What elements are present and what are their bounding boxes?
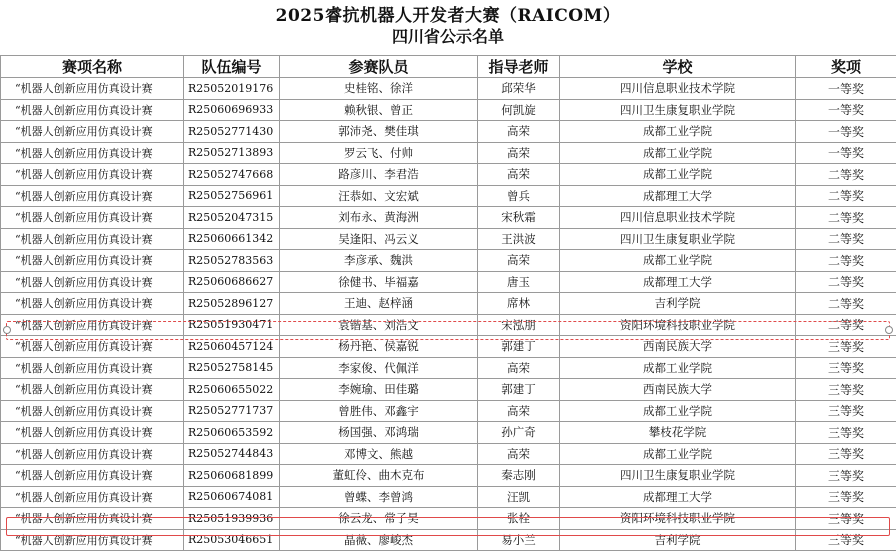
school-cell: 吉利学院 xyxy=(560,529,796,551)
advisor-cell: 孙广奇 xyxy=(478,422,560,444)
award-cell: 二等奖 xyxy=(796,271,896,293)
award-cell: 二等奖 xyxy=(796,293,896,315)
advisor-cell: 王洪波 xyxy=(478,228,560,250)
members-cell: 李彦承、魏洪 xyxy=(280,250,478,272)
school-cell: 西南民族大学 xyxy=(560,336,796,358)
header-advisor: 指导老师 xyxy=(478,56,560,78)
members-cell: 刘布永、黄海洲 xyxy=(280,207,478,229)
event-cell: “机器人创新应用仿真设计赛 xyxy=(1,314,184,336)
advisor-cell: 易小兰 xyxy=(478,529,560,551)
table-row xyxy=(1,185,896,207)
award-cell: 三等奖 xyxy=(796,336,896,358)
members-cell: 史桂铭、徐洋 xyxy=(280,78,478,100)
members-cell: 路彦川、李君浩 xyxy=(280,164,478,186)
table-row xyxy=(1,336,896,358)
event-cell: “机器人创新应用仿真设计赛 xyxy=(1,465,184,487)
selection-handle-right[interactable] xyxy=(885,326,893,334)
award-cell: 二等奖 xyxy=(796,250,896,272)
team-id-cell: R25052756961 xyxy=(184,185,280,207)
table-row xyxy=(1,78,896,100)
school-cell: 成都工业学院 xyxy=(560,357,796,379)
event-cell: “机器人创新应用仿真设计赛 xyxy=(1,443,184,465)
team-id-cell: R25060653592 xyxy=(184,422,280,444)
table-row xyxy=(1,207,896,229)
advisor-cell: 席林 xyxy=(478,293,560,315)
advisor-cell: 郭建丁 xyxy=(478,379,560,401)
school-cell: 成都工业学院 xyxy=(560,400,796,422)
table-row xyxy=(1,529,896,551)
header-school: 学校 xyxy=(560,56,796,78)
event-cell: “机器人创新应用仿真设计赛 xyxy=(1,142,184,164)
team-id-cell: R25052771430 xyxy=(184,121,280,143)
advisor-cell: 高荣 xyxy=(478,121,560,143)
members-cell: 徐云龙、常子昊 xyxy=(280,508,478,530)
members-cell: 李家俊、代佩洋 xyxy=(280,357,478,379)
school-cell: 四川信息职业技术学院 xyxy=(560,207,796,229)
members-cell: 袁锴基、刘浩文 xyxy=(280,314,478,336)
table-row xyxy=(1,486,896,508)
table-row xyxy=(1,228,896,250)
award-cell: 二等奖 xyxy=(796,207,896,229)
team-id-cell: R25052783563 xyxy=(184,250,280,272)
advisor-cell: 曾兵 xyxy=(478,185,560,207)
event-cell: “机器人创新应用仿真设计赛 xyxy=(1,529,184,551)
table-row xyxy=(1,121,896,143)
award-cell: 三等奖 xyxy=(796,357,896,379)
team-id-cell: R25052747668 xyxy=(184,164,280,186)
advisor-cell: 秦志刚 xyxy=(478,465,560,487)
school-cell: 成都理工大学 xyxy=(560,185,796,207)
header-award: 奖项 xyxy=(796,56,896,78)
event-cell: “机器人创新应用仿真设计赛 xyxy=(1,99,184,121)
team-id-cell: R25060674081 xyxy=(184,486,280,508)
award-cell: 三等奖 xyxy=(796,486,896,508)
table-row xyxy=(1,293,896,315)
members-cell: 晶薇、廖峻杰 xyxy=(280,529,478,551)
event-cell: “机器人创新应用仿真设计赛 xyxy=(1,78,184,100)
award-cell: 一等奖 xyxy=(796,142,896,164)
team-id-cell: R25053046651 xyxy=(184,529,280,551)
table-body xyxy=(1,78,896,551)
members-cell: 曾胜伟、邓鑫宇 xyxy=(280,400,478,422)
award-cell: 三等奖 xyxy=(796,443,896,465)
members-cell: 罗云飞、付帅 xyxy=(280,142,478,164)
members-cell: 李婉瑜、田佳璐 xyxy=(280,379,478,401)
members-cell: 董虹伶、曲木克布 xyxy=(280,465,478,487)
event-cell: “机器人创新应用仿真设计赛 xyxy=(1,121,184,143)
school-cell: 成都工业学院 xyxy=(560,142,796,164)
event-cell: “机器人创新应用仿真设计赛 xyxy=(1,293,184,315)
table-row xyxy=(1,400,896,422)
award-cell: 三等奖 xyxy=(796,508,896,530)
table-row xyxy=(1,99,896,121)
school-cell: 西南民族大学 xyxy=(560,379,796,401)
award-cell: 三等奖 xyxy=(796,465,896,487)
members-cell: 吴逢阳、冯云义 xyxy=(280,228,478,250)
table-row xyxy=(1,357,896,379)
school-cell: 吉利学院 xyxy=(560,293,796,315)
award-cell: 三等奖 xyxy=(796,422,896,444)
advisor-cell: 郭建丁 xyxy=(478,336,560,358)
table-row xyxy=(1,379,896,401)
event-cell: “机器人创新应用仿真设计赛 xyxy=(1,185,184,207)
results-table xyxy=(0,55,896,551)
advisor-cell: 高荣 xyxy=(478,142,560,164)
document-subtitle: 四川省公示名单 xyxy=(391,27,504,46)
header-members: 参赛队员 xyxy=(280,56,478,78)
members-cell: 汪恭如、文宏斌 xyxy=(280,185,478,207)
team-id-cell: R25060681899 xyxy=(184,465,280,487)
advisor-cell: 宋秋霜 xyxy=(478,207,560,229)
award-cell: 二等奖 xyxy=(796,164,896,186)
table-row xyxy=(1,422,896,444)
event-cell: “机器人创新应用仿真设计赛 xyxy=(1,250,184,272)
school-cell: 四川信息职业技术学院 xyxy=(560,78,796,100)
advisor-cell: 宋泓朋 xyxy=(478,314,560,336)
table-row xyxy=(1,314,896,336)
members-cell: 邓博文、熊越 xyxy=(280,443,478,465)
advisor-cell: 高荣 xyxy=(478,443,560,465)
award-cell: 三等奖 xyxy=(796,379,896,401)
team-id-cell: R25052744843 xyxy=(184,443,280,465)
award-cell: 二等奖 xyxy=(796,314,896,336)
team-id-cell: R25052047315 xyxy=(184,207,280,229)
school-cell: 资阳环境科技职业学院 xyxy=(560,508,796,530)
team-id-cell: R25052771737 xyxy=(184,400,280,422)
school-cell: 成都工业学院 xyxy=(560,250,796,272)
event-cell: “机器人创新应用仿真设计赛 xyxy=(1,486,184,508)
advisor-cell: 高荣 xyxy=(478,357,560,379)
table-row xyxy=(1,250,896,272)
document-title: 2025睿抗机器人开发者大赛（RAICOM） xyxy=(275,6,621,26)
award-cell: 三等奖 xyxy=(796,400,896,422)
team-id-cell: R25051939936 xyxy=(184,508,280,530)
event-cell: “机器人创新应用仿真设计赛 xyxy=(1,336,184,358)
event-cell: “机器人创新应用仿真设计赛 xyxy=(1,271,184,293)
event-cell: “机器人创新应用仿真设计赛 xyxy=(1,422,184,444)
school-cell: 成都理工大学 xyxy=(560,271,796,293)
school-cell: 四川卫生康复职业学院 xyxy=(560,228,796,250)
school-cell: 资阳环境科技职业学院 xyxy=(560,314,796,336)
members-cell: 郭沛尧、樊佳琪 xyxy=(280,121,478,143)
school-cell: 四川卫生康复职业学院 xyxy=(560,99,796,121)
school-cell: 成都工业学院 xyxy=(560,121,796,143)
award-cell: 一等奖 xyxy=(796,99,896,121)
members-cell: 曾蝶、李曾鸿 xyxy=(280,486,478,508)
team-id-cell: R25060661342 xyxy=(184,228,280,250)
school-cell: 四川卫生康复职业学院 xyxy=(560,465,796,487)
team-id-cell: R25060457124 xyxy=(184,336,280,358)
members-cell: 王迪、赵梓涵 xyxy=(280,293,478,315)
advisor-cell: 高荣 xyxy=(478,400,560,422)
school-cell: 成都理工大学 xyxy=(560,486,796,508)
event-cell: “机器人创新应用仿真设计赛 xyxy=(1,508,184,530)
header-event: 赛项名称 xyxy=(1,56,184,78)
award-cell: 一等奖 xyxy=(796,78,896,100)
award-cell: 一等奖 xyxy=(796,121,896,143)
team-id-cell: R25060655022 xyxy=(184,379,280,401)
table-row xyxy=(1,142,896,164)
selection-handle-left[interactable] xyxy=(3,326,11,334)
header xyxy=(0,0,896,47)
table-row xyxy=(1,465,896,487)
table-row xyxy=(1,164,896,186)
event-cell: “机器人创新应用仿真设计赛 xyxy=(1,357,184,379)
members-cell: 杨国强、邓鸿瑞 xyxy=(280,422,478,444)
table-row xyxy=(1,271,896,293)
advisor-cell: 唐玉 xyxy=(478,271,560,293)
event-cell: “机器人创新应用仿真设计赛 xyxy=(1,207,184,229)
advisor-cell: 高荣 xyxy=(478,250,560,272)
members-cell: 赖秋银、曾正 xyxy=(280,99,478,121)
award-cell: 三等奖 xyxy=(796,529,896,551)
table-header-row xyxy=(1,56,896,78)
advisor-cell: 邱荣华 xyxy=(478,78,560,100)
team-id-cell: R25060696933 xyxy=(184,99,280,121)
table-row xyxy=(1,508,896,530)
school-cell: 成都工业学院 xyxy=(560,164,796,186)
team-id-cell: R25052019176 xyxy=(184,78,280,100)
table-row xyxy=(1,443,896,465)
header-team-id: 队伍编号 xyxy=(184,56,280,78)
event-cell: “机器人创新应用仿真设计赛 xyxy=(1,164,184,186)
members-cell: 徐健书、毕福嘉 xyxy=(280,271,478,293)
team-id-cell: R25060686627 xyxy=(184,271,280,293)
team-id-cell: R25051930471 xyxy=(184,314,280,336)
advisor-cell: 汪凯 xyxy=(478,486,560,508)
team-id-cell: R25052896127 xyxy=(184,293,280,315)
event-cell: “机器人创新应用仿真设计赛 xyxy=(1,228,184,250)
award-cell: 二等奖 xyxy=(796,228,896,250)
members-cell: 杨丹艳、侯嘉锐 xyxy=(280,336,478,358)
school-cell: 成都工业学院 xyxy=(560,443,796,465)
team-id-cell: R25052758145 xyxy=(184,357,280,379)
school-cell: 攀枝花学院 xyxy=(560,422,796,444)
advisor-cell: 何凯旋 xyxy=(478,99,560,121)
team-id-cell: R25052713893 xyxy=(184,142,280,164)
advisor-cell: 张栓 xyxy=(478,508,560,530)
event-cell: “机器人创新应用仿真设计赛 xyxy=(1,400,184,422)
award-cell: 二等奖 xyxy=(796,185,896,207)
advisor-cell: 高荣 xyxy=(478,164,560,186)
event-cell: “机器人创新应用仿真设计赛 xyxy=(1,379,184,401)
